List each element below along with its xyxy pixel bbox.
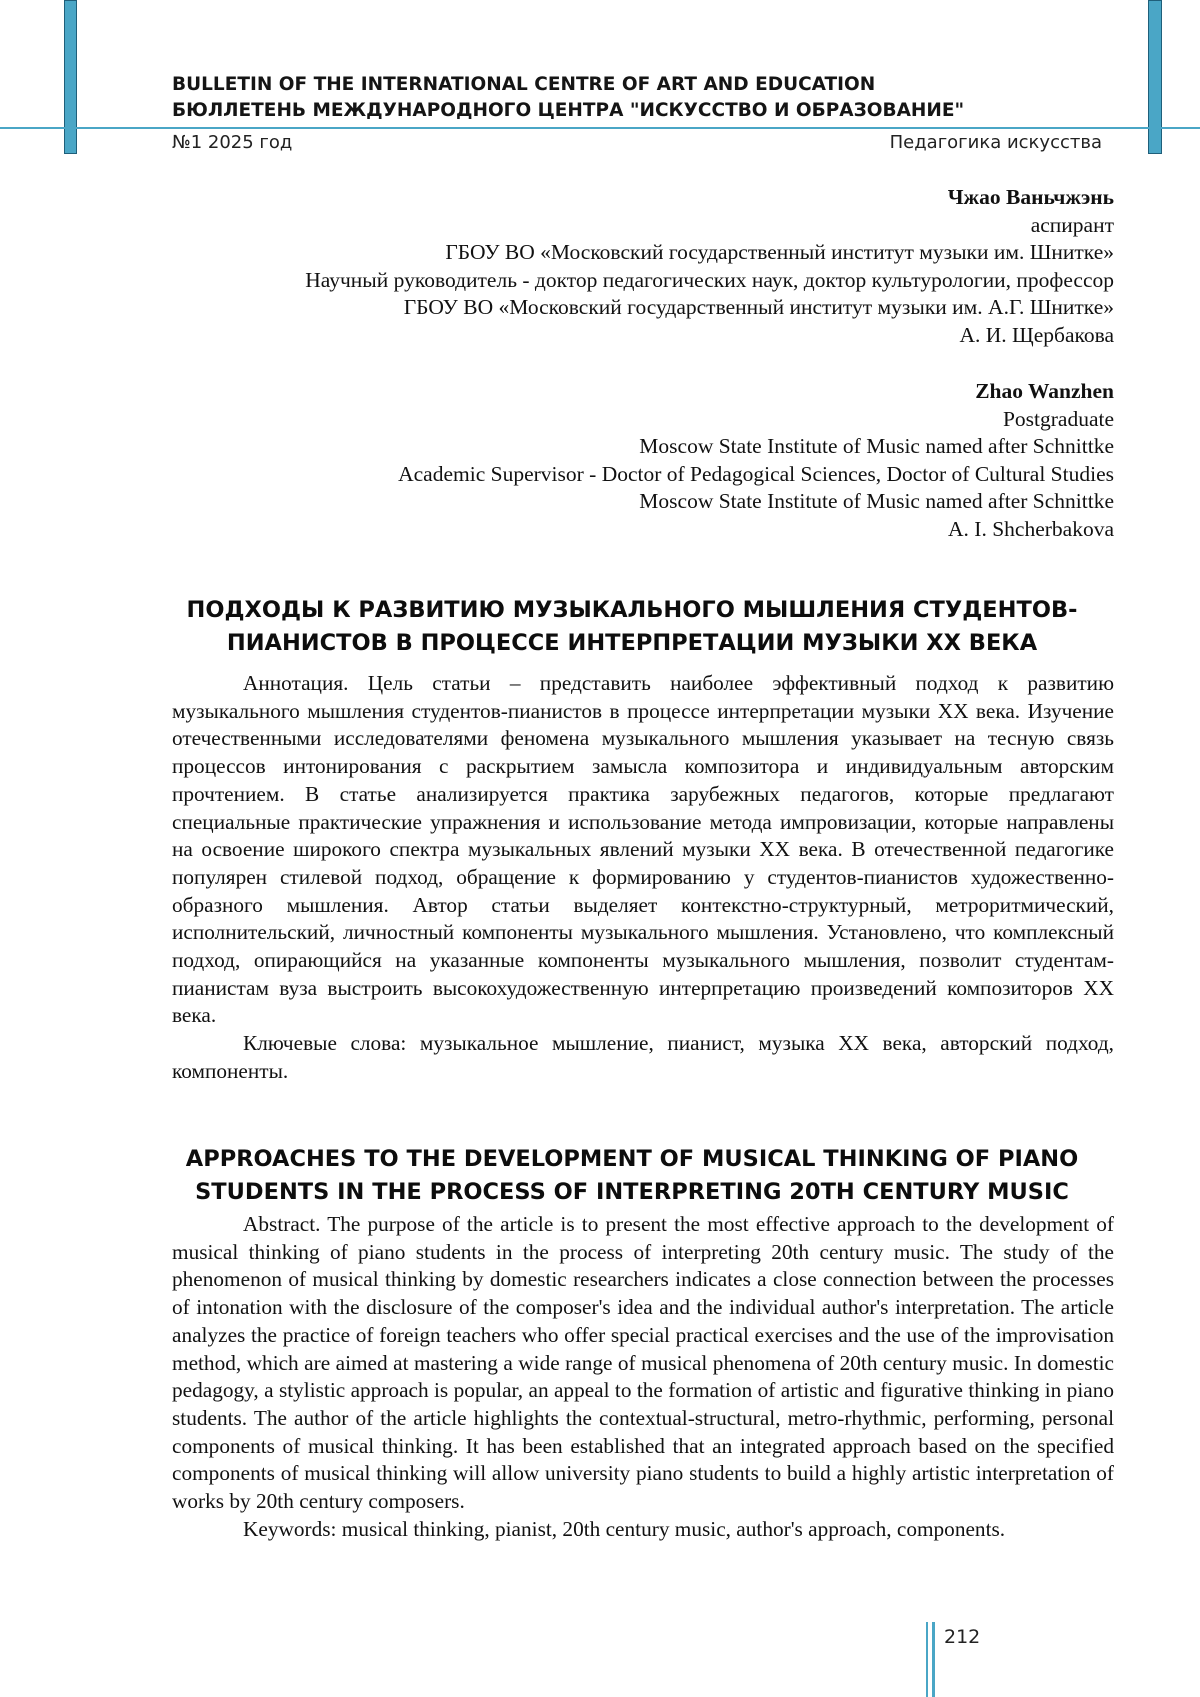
keywords-en: Keywords: musical thinking, pianist, 20th century music, author's approach, components. bbox=[243, 1516, 1006, 1541]
section-name: Педагогика искусства bbox=[889, 132, 1102, 153]
article-title-en-line2: STUDENTS IN THE PROCESS OF INTERPRETING 20TH CENTURY MUSIC bbox=[195, 1179, 1069, 1205]
article-title-ru-line2: ПИАНИСТОВ В ПРОЦЕССЕ ИНТЕРПРЕТАЦИИ МУЗЫКИ XX ВЕКА bbox=[226, 630, 1038, 656]
header-rule bbox=[0, 127, 1200, 129]
article-title-ru-line1: ПОДХОДЫ К РАЗВИТИЮ МУЗЫКАЛЬНОГО МЫШЛЕНИЯ СТУДЕНТОВ- bbox=[186, 597, 1078, 623]
author-institution-ru: ГБОУ ВО «Московский государственный институт музыки им. Шнитке» bbox=[445, 240, 1114, 265]
article-title-en-line1: APPROACHES TO THE DEVELOPMENT OF MUSICAL THINKING OF PIANO bbox=[185, 1146, 1079, 1172]
left-decorative-bar bbox=[64, 0, 77, 154]
article-title-en bbox=[150, 1143, 1114, 1209]
author-status-ru: аспирант bbox=[1030, 212, 1114, 237]
supervisor-en: Academic Supervisor - Doctor of Pedagogical Sciences, Doctor of Cultural Studies bbox=[398, 461, 1114, 486]
journal-header bbox=[172, 72, 1102, 124]
supervisor-name-ru: А. И. Щербакова bbox=[959, 322, 1114, 347]
abstract-en-block bbox=[172, 1211, 1114, 1543]
supervisor-institution-en: Moscow State Institute of Music named after Schnittke bbox=[639, 489, 1114, 514]
abstract-en: Abstract. The purpose of the article is to present the most effective approach to the development of musical thinking of piano students in the process of interpreting 20th century music. The study of the phenomenon of musical thinking by domestic researchers indicates a close connection between the processes of intonation with the disclosure of the composer's idea and the individual author's interpretation. The article analyzes the practice of foreign teachers who offer special practical exercises and the use of the improvisation method, which are aimed at mastering a wide range of musical phenomena of 20th century music. In domestic pedagogy, a stylistic approach is popular, an appeal to the formation of artistic and figurative thinking in piano students. The author of the article highlights the contextual-structural, metro-rhythmic, performing, personal components of musical thinking. It has been established that an integrated approach based on the specified components of musical thinking will allow university piano students to build a highly artistic interpretation of works by 20th century composers. bbox=[172, 1212, 1114, 1514]
author-name-ru: Чжао Ваньчжэнь bbox=[947, 185, 1114, 209]
author-institution-en: Moscow State Institute of Music named after Schnittke bbox=[639, 434, 1114, 459]
supervisor-institution-ru: ГБОУ ВО «Московский государственный институт музыки им. А.Г. Шнитке» bbox=[403, 295, 1114, 320]
issue-number: №1 2025 год bbox=[172, 132, 293, 153]
author-status-en: Postgraduate bbox=[1002, 406, 1114, 431]
supervisor-ru: Научный руководитель - доктор педагогических наук, доктор культурологии, профессор bbox=[305, 267, 1114, 292]
journal-title-ru: БЮЛЛЕТЕНЬ МЕЖДУНАРОДНОГО ЦЕНТРА "ИСКУССТВО И ОБРАЗОВАНИЕ" bbox=[172, 100, 965, 121]
page-number-rule-thin bbox=[926, 1622, 928, 1697]
supervisor-name-en: A. I. Shcherbakova bbox=[948, 516, 1114, 541]
page-number: 212 bbox=[944, 1626, 981, 1648]
author-name-en: Zhao Wanzhen bbox=[975, 379, 1114, 403]
abstract-ru-block bbox=[172, 670, 1114, 1086]
abstract-ru: Аннотация. Цель статьи – представить наиболее эффективный подход к развитию музыкального мышления студентов-пианистов в процессе интерпретации музыки XX века. Изучение отечественными исследователями феномена музыкального мышления указывает на тесную связь процессов интонирования с раскрытием замысла композитора и индивидуальным авторским прочтением. В статье анализируется практика зарубежных педагогов, которые предлагают специальные практические упражнения и использование метода импровизации, которые направлены на освоение широкого спектра музыкальных явлений музыки XX века. В отечественной педагогике популярен стилевой подход, обращение к формированию у студентов-пианистов художественно-образного мышления. Автор статьи выделяет контекстно-структурный, метроритмический, исполнительский, личностный компоненты музыкального мышления. Установлено, что комплексный подход, опирающийся на указанные компоненты музыкального мышления, позволит студентам-пианистам вуза выстроить высокохудожественную интерпретацию произведений композиторов XX века. bbox=[172, 671, 1114, 1028]
article-title-ru bbox=[150, 594, 1114, 660]
author-block-ru bbox=[150, 184, 1114, 350]
right-decorative-bar bbox=[1148, 0, 1162, 154]
author-block-en bbox=[150, 378, 1114, 544]
journal-title-en: BULLETIN OF THE INTERNATIONAL CENTRE OF ART AND EDUCATION bbox=[172, 74, 876, 95]
keywords-ru: Ключевые слова: музыкальное мышление, пианист, музыка XX века, авторский подход, компоненты. bbox=[172, 1031, 1114, 1083]
page-number-rule bbox=[932, 1622, 935, 1697]
